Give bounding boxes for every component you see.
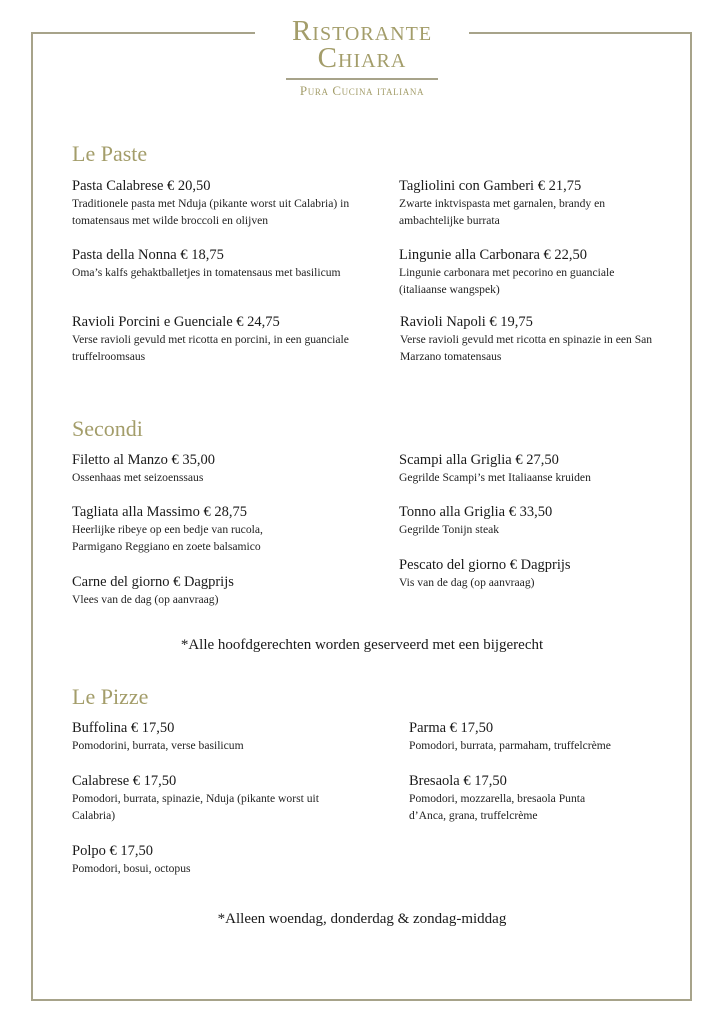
menu-item-name: Tonno alla Griglia € 33,50 (399, 504, 553, 520)
menu-item-description: Pomodori, bosui, octopus (72, 862, 191, 875)
menu-item-name: Carne del giorno € Dagprijs (72, 574, 234, 590)
menu-item (399, 246, 664, 298)
menu-item-name: Polpo € 17,50 (72, 843, 153, 859)
menu-item-description: Traditionele pasta met Nduja (pikante worst uit Calabria) in tomatensaus met wilde broccoli en olijven (72, 197, 350, 227)
menu-item (399, 177, 659, 229)
pizze-availability-note: *Alleen woendag, donderdag & zondag-middag (217, 911, 507, 927)
menu-item-description: Verse ravioli gevuld met ricotta en porcini, in een guanciale truffelroomsaus (72, 333, 349, 363)
section-title-paste: Le Paste (72, 141, 148, 166)
menu-item-name: Calabrese € 17,50 (72, 773, 177, 789)
menu-item-name: Tagliata alla Massimo € 28,75 (72, 504, 247, 520)
menu-item-description: Ossenhaas met seizoenssaus (72, 471, 204, 484)
menu-item-description: Pomodori, burrata, parmaham, truffelcrème (409, 739, 611, 752)
menu-item (72, 246, 347, 282)
menu-item (400, 313, 660, 365)
brand-tagline: Pura Cucina italiana (299, 83, 425, 98)
menu-item-description: Zwarte inktvispasta met garnalen, brandy en ambachtelijke burrata (399, 197, 606, 227)
menu-item-description: Pomodori, burrata, spinazie, Nduja (pikante worst uit Calabria) (72, 792, 319, 822)
menu-item-name: Parma € 17,50 (409, 720, 494, 736)
brand-name-line2: Chiara (317, 42, 407, 74)
menu-item (72, 503, 312, 555)
menu-item (409, 719, 669, 755)
menu-item-description: Gegrilde Scampi’s met Italiaanse kruiden (399, 471, 591, 484)
menu-item-name: Scampi alla Griglia € 27,50 (399, 452, 559, 468)
menu-item (72, 573, 332, 609)
brand-name-line1: Ristorante (291, 15, 433, 47)
menu-item (399, 556, 659, 592)
menu-item (72, 313, 352, 365)
menu-item (72, 177, 372, 229)
menu-item (72, 719, 362, 755)
section-title-secondi: Secondi (72, 416, 143, 441)
menu-item-name: Bresaola € 17,50 (409, 773, 507, 789)
menu-item-name: Lingunie alla Carbonara € 22,50 (399, 247, 588, 263)
menu-item-name: Pasta della Nonna € 18,75 (72, 247, 224, 263)
menu-item-description: Verse ravioli gevuld met ricotta en spinazie in een San Marzano tomatensaus (400, 333, 653, 363)
menu-item-description: Heerlijke ribeye op een bedje van rucola, Parmigano Reggiano en zoete balsamico (72, 523, 263, 553)
menu-item-name: Ravioli Porcini e Guenciale € 24,75 (72, 314, 280, 330)
menu-item-description: Vlees van de dag (op aanvraag) (72, 593, 219, 606)
menu-item-name: Tagliolini con Gamberi € 21,75 (399, 178, 582, 194)
menu-item-name: Ravioli Napoli € 19,75 (400, 314, 533, 330)
menu-item-name: Pescato del giorno € Dagprijs (399, 557, 571, 573)
menu-item-name: Pasta Calabrese € 20,50 (72, 178, 211, 194)
secondi-side-dish-note: *Alle hoofdgerechten worden geserveerd met een bijgerecht (180, 637, 544, 653)
menu-item (409, 772, 624, 824)
menu-item-name: Buffolina € 17,50 (72, 720, 175, 736)
menu-item (72, 772, 327, 824)
restaurant-header (255, 15, 469, 99)
menu-item-description: Gegrilde Tonijn steak (399, 523, 500, 536)
section-title-pizze: Le Pizze (72, 684, 149, 709)
brand-divider (286, 78, 438, 80)
menu-item-description: Pomodori, mozzarella, bresaola Punta d’Anca, grana, truffelcrème (409, 792, 586, 822)
menu-item (399, 503, 659, 539)
menu-item-description: Lingunie carbonara met pecorino en guanciale (italiaanse wangspek) (399, 266, 615, 296)
menu-item-name: Filetto al Manzo € 35,00 (72, 452, 215, 468)
menu-item-description: Pomodorini, burrata, verse basilicum (72, 739, 244, 752)
menu-item-description: Vis van de dag (op aanvraag) (399, 576, 535, 589)
menu-item-description: Oma’s kalfs gehaktballetjes in tomatensaus met basilicum (72, 266, 341, 279)
menu-item (399, 451, 659, 487)
menu-item (72, 451, 362, 487)
menu-item (72, 842, 332, 878)
